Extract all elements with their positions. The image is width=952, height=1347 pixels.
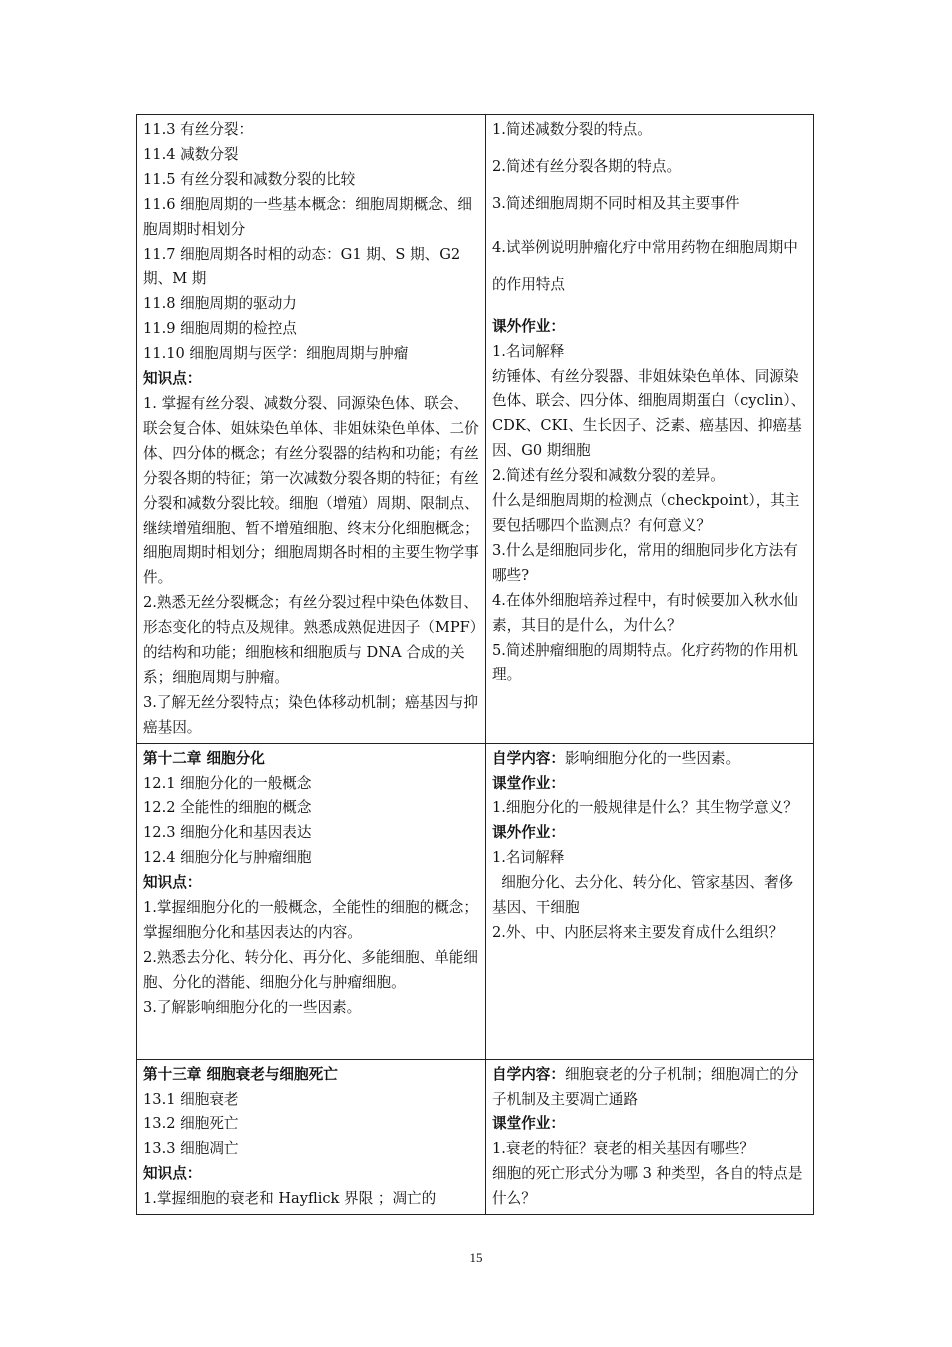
homework-item: 5.简述肿瘤细胞的周期特点。化疗药物的作用机理。 xyxy=(492,641,798,684)
classwork-heading: 课堂作业： xyxy=(492,774,565,792)
knowledge-point: 3.了解影响细胞分化的一些因素。 xyxy=(143,998,362,1016)
topic-line: 11.3 有丝分裂： xyxy=(143,121,254,138)
topic-line: 11.4 减数分裂 xyxy=(143,145,239,163)
homework-item: 1.名词解释 xyxy=(492,342,565,360)
knowledge-points-heading: 知识点： xyxy=(143,874,202,892)
knowledge-points-heading: 知识点： xyxy=(143,370,202,388)
homework-heading: 课外作业： xyxy=(492,317,565,335)
page-number: 15 xyxy=(469,1250,483,1265)
topic-line: 12.2 全能性的细胞的概念 xyxy=(143,799,312,817)
knowledge-point: 2.熟悉去分化、转分化、再分化、多能细胞、单能细胞、分化的潜能、细胞分化与肿瘤细胞。 xyxy=(143,948,478,991)
topic-line: 13.3 细胞凋亡 xyxy=(143,1140,239,1158)
chapter13-assignments-cell xyxy=(486,1059,814,1214)
topic-line: 11.9 细胞周期的检控点 xyxy=(143,320,297,338)
topic-line: 13.1 细胞衰老 xyxy=(143,1090,239,1108)
homework-item: 纺锤体、有丝分裂器、非姐妹染色单体、同源染色体、联会、四分体、细胞周期蛋白（cyclin）、CDK、CKI、生长因子、泛素、癌基因、抑癌基因、G0 期细胞 xyxy=(492,367,806,460)
classwork-item: 1.细胞分化的一般规律是什么？其生物学意义？ xyxy=(492,799,798,817)
homework-item: 2.简述有丝分裂和减数分裂的差异。 xyxy=(492,467,725,485)
knowledge-point: 1. 掌握有丝分裂、减数分裂、同源染色体、联会、联会复合体、姐妹染色单体、非姐妹染色单体、二价体、四分体的概念；有丝分裂器的结构和功能；有丝分裂各期的特征；第一次减数分裂各期的特征；有丝分裂和减数分裂比较。细胞（增殖）周期、限制点、继续增殖细胞、暂不增殖细胞、终末分化细胞概念；细胞周期时相划分；细胞周期各时相的主要生物学事件。 xyxy=(143,394,479,587)
self-study-label: 自学内容： xyxy=(492,1065,565,1083)
homework-item: 细胞分化、去分化、转分化、管家基因、奢侈基因、干细胞 xyxy=(492,874,794,917)
class-question: 4.试举例说明肿瘤化疗中常用药物在细胞周期中的作用特点 xyxy=(492,238,798,293)
topic-line: 12.4 细胞分化与肿瘤细胞 xyxy=(143,849,312,867)
self-study-line xyxy=(492,747,807,772)
classwork-item: 1.衰老的特征？衰老的相关基因有哪些？ xyxy=(492,1140,755,1158)
chapter11-topics-cell xyxy=(137,115,486,744)
class-question: 3.简述细胞周期不同时相及其主要事件 xyxy=(492,194,740,212)
topic-line: 11.8 细胞周期的驱动力 xyxy=(143,295,297,313)
self-study-line xyxy=(492,1063,807,1113)
homework-item: 2.外、中、内胚层将来主要发育成什么组织？ xyxy=(492,924,784,941)
self-study-label: 自学内容： xyxy=(492,749,565,767)
chapter-title: 第十三章 细胞衰老与细胞死亡 xyxy=(143,1065,338,1083)
chapter12-topics-cell xyxy=(137,743,486,1059)
table-row xyxy=(137,743,814,1059)
chapter13-topics-cell xyxy=(137,1059,486,1214)
knowledge-points-heading: 知识点： xyxy=(143,1165,202,1183)
homework-heading: 课外作业： xyxy=(492,824,565,842)
classwork-heading: 课堂作业： xyxy=(492,1115,565,1133)
homework-item: 1.名词解释 xyxy=(492,849,565,867)
table-row xyxy=(137,115,814,744)
syllabus-table xyxy=(136,114,814,1215)
knowledge-point: 2.熟悉无丝分裂概念；有丝分裂过程中染色体数目、形态变化的特点及规律。熟悉成熟促进因子（MPF）的结构和功能；细胞核和细胞质与 DNA 合成的关系；细胞周期与肿瘤。 xyxy=(143,594,478,686)
chapter12-assignments-cell xyxy=(486,743,814,1059)
chapter11-assignments-cell xyxy=(486,115,814,744)
class-question: 2.简述有丝分裂各期的特点。 xyxy=(492,157,682,175)
homework-item: 4.在体外细胞培养过程中，有时候要加入秋水仙素，其目的是什么，为什么？ xyxy=(492,591,798,634)
topic-line: 11.6 细胞周期的一些基本概念：细胞周期概念、细胞周期时相划分 xyxy=(143,195,473,238)
topic-line: 11.5 有丝分裂和减数分裂的比较 xyxy=(143,170,356,188)
knowledge-point: 3.了解无丝分裂特点；染色体移动机制；癌基因与抑癌基因。 xyxy=(143,693,478,736)
homework-item: 什么是细胞周期的检测点（checkpoint），其主要包括哪四个监测点？有何意义？ xyxy=(492,492,800,534)
class-question: 1.简述减数分裂的特点。 xyxy=(492,121,652,138)
topic-line: 12.3 细胞分化和基因表达 xyxy=(143,824,312,842)
table-row xyxy=(137,1059,814,1214)
self-study-text: 影响细胞分化的一些因素。 xyxy=(564,749,741,767)
topic-line: 12.1 细胞分化的一般概念 xyxy=(143,774,312,792)
cell-spacer xyxy=(143,1021,479,1057)
topic-line: 11.7 细胞周期各时相的动态：G1 期、S 期、G2 期、M 期 xyxy=(143,245,461,288)
classwork-item: 细胞的死亡形式分为哪 3 种类型，各自的特点是什么？ xyxy=(492,1165,803,1208)
homework-item: 3.什么是细胞同步化，常用的细胞同步化方法有哪些? xyxy=(492,541,798,584)
knowledge-point: 1.掌握细胞的衰老和 Hayflick 界限 ；凋亡的 xyxy=(143,1190,437,1208)
chapter-title: 第十二章 细胞分化 xyxy=(143,749,265,767)
topic-line: 11.10 细胞周期与医学：细胞周期与肿瘤 xyxy=(143,345,409,363)
knowledge-point: 1.掌握细胞分化的一般概念，全能性的细胞的概念；掌握细胞分化和基因表达的内容。 xyxy=(143,899,478,941)
topic-line: 13.2 细胞死亡 xyxy=(143,1115,239,1133)
self-study-text: 细胞衰老的分子机制；细胞凋亡的分子机制及主要凋亡通路 xyxy=(492,1065,799,1108)
